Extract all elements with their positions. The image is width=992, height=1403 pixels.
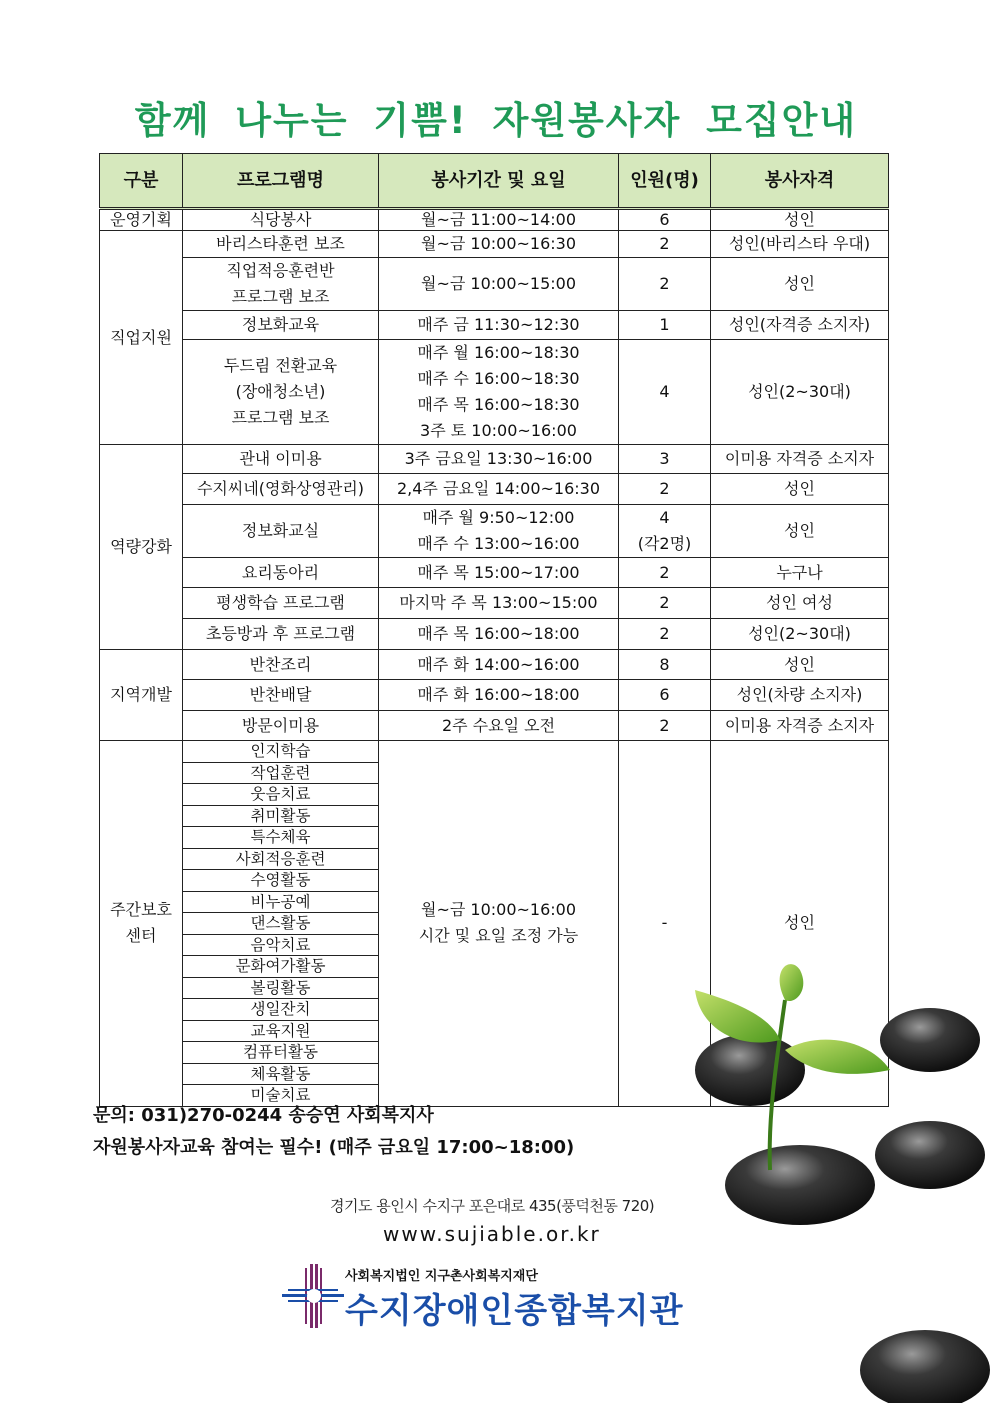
program-cell: 수지씨네(영화상영관리)	[183, 474, 379, 505]
category-line: 센터	[125, 926, 157, 946]
program-cell: 반찬배달	[183, 680, 379, 711]
qualification-cell: 이미용 자격증 소지자	[711, 711, 889, 741]
address: 경기도 용인시 수지구 포은대로 435(풍덕천동 720)	[330, 1197, 655, 1215]
schedule-line: 매주 수 16:00~18:30	[417, 369, 580, 388]
category-cell: 지역개발	[100, 650, 183, 741]
list-item: 댄스활동	[183, 913, 378, 935]
table-row	[100, 258, 889, 311]
count-cell: 4	[619, 340, 711, 445]
header-schedule: 봉사기간 및 요일	[379, 154, 619, 209]
schedule-cell	[379, 741, 619, 1107]
qualification-cell: 성인(자격증 소지자)	[711, 311, 889, 340]
qualification-cell: 성인	[711, 741, 889, 1107]
count-cell: 2	[619, 474, 711, 505]
program-cell: 바리스타훈련 보조	[183, 231, 379, 258]
stone-top-right	[880, 1008, 980, 1072]
table-row	[100, 680, 889, 711]
program-cell: 요리동아리	[183, 558, 379, 588]
program-cell: 반찬조리	[183, 650, 379, 680]
table-row	[100, 209, 889, 231]
count-cell: 1	[619, 311, 711, 340]
program-line: (장애청소년)	[235, 382, 326, 401]
category-cell: 운영기획	[100, 209, 183, 231]
table-header-row	[100, 154, 889, 209]
program-cell	[183, 340, 379, 445]
table-row	[100, 474, 889, 505]
program-cell: 평생학습 프로그램	[183, 588, 379, 619]
list-item: 볼링활동	[183, 978, 378, 1000]
list-item: 생일잔치	[183, 999, 378, 1021]
stone-mid-left	[695, 1034, 805, 1106]
count-cell	[619, 505, 711, 558]
table-row	[100, 650, 889, 680]
schedule-cell: 2,4주 금요일 14:00~16:30	[379, 474, 619, 505]
table-row	[100, 588, 889, 619]
qualification-cell: 성인(2~30대)	[711, 340, 889, 445]
count-cell: 3	[619, 445, 711, 474]
list-item: 사회적응훈련	[183, 849, 378, 871]
list-item: 음악치료	[183, 935, 378, 957]
table-row	[100, 558, 889, 588]
schedule-cell: 월~금 10:00~15:00	[379, 258, 619, 311]
count-cell: 2	[619, 588, 711, 619]
table-row	[100, 711, 889, 741]
contact-info	[93, 1100, 574, 1164]
list-item: 비누공예	[183, 892, 378, 914]
schedule-cell: 3주 금요일 13:30~16:00	[379, 445, 619, 474]
leaf-left	[695, 990, 780, 1043]
list-item: 웃음치료	[183, 784, 378, 806]
qualification-cell: 누구나	[711, 558, 889, 588]
header-category: 구분	[100, 154, 183, 209]
schedule-cell: 매주 화 16:00~18:00	[379, 680, 619, 711]
table-row	[100, 340, 889, 445]
table-row	[100, 505, 889, 558]
category-cell: 직업지원	[100, 231, 183, 445]
stone-center	[725, 1145, 875, 1225]
category-cell: 역량강화	[100, 445, 183, 650]
list-item: 작업훈련	[183, 763, 378, 785]
schedule-cell: 2주 수요일 오전	[379, 711, 619, 741]
program-line: 직업적응훈련반	[226, 261, 335, 280]
schedule-cell: 마지막 주 목 13:00~15:00	[379, 588, 619, 619]
list-item: 미술치료	[250, 1086, 311, 1104]
org-name: 수지장애인종합복지관	[345, 1291, 684, 1331]
program-line: 프로그램 보조	[231, 287, 330, 306]
schedule-cell	[379, 505, 619, 558]
program-cell: 정보화교실	[183, 505, 379, 558]
page-title: 함께 나누는 기쁨! 자원봉사자 모집안내	[134, 99, 858, 142]
count-line: 4	[659, 508, 670, 527]
schedule-cell: 월~금 10:00~16:30	[379, 231, 619, 258]
list-item: 인지학습	[183, 741, 378, 763]
schedule-line: 매주 월 9:50~12:00	[422, 508, 575, 527]
table-row	[100, 445, 889, 474]
qualification-cell: 성인(바리스타 우대)	[711, 231, 889, 258]
qualification-cell: 성인	[711, 650, 889, 680]
schedule-line: 매주 월 16:00~18:30	[417, 343, 580, 362]
leaf-top	[780, 964, 804, 1001]
count-cell: 2	[619, 231, 711, 258]
schedule-line: 매주 목 16:00~18:30	[417, 395, 580, 414]
program-cell	[183, 258, 379, 311]
count-cell: 6	[619, 209, 711, 231]
list-item: 수영활동	[183, 870, 378, 892]
header-program: 프로그램명	[183, 154, 379, 209]
org-logo-icon	[282, 1264, 344, 1328]
stone-bottom	[860, 1330, 990, 1403]
list-item: 교육지원	[183, 1021, 378, 1043]
website-link[interactable]: www.sujiable.or.kr	[383, 1222, 601, 1246]
qualification-cell: 성인(2~30대)	[711, 619, 889, 650]
stones-plant-illustration	[640, 960, 992, 1403]
schedule-cell: 매주 목 15:00~17:00	[379, 558, 619, 588]
table-row	[100, 619, 889, 650]
list-item: 문화여가활동	[183, 956, 378, 978]
schedule-line: 매주 수 13:00~16:00	[417, 534, 580, 553]
schedule-cell: 매주 목 16:00~18:00	[379, 619, 619, 650]
qualification-cell: 성인 여성	[711, 588, 889, 619]
qualification-cell: 성인	[711, 209, 889, 231]
table-row	[100, 311, 889, 340]
daycare-program-list	[183, 741, 379, 1107]
inquiry-text: 문의: 031)270-0244 송승연 사회복지사	[93, 1105, 434, 1126]
header-count: 인원(명)	[619, 154, 711, 209]
count-cell: -	[619, 741, 711, 1107]
schedule-cell: 매주 금 11:30~12:30	[379, 311, 619, 340]
program-cell: 정보화교육	[183, 311, 379, 340]
list-item: 특수체육	[183, 827, 378, 849]
count-line: (각2명)	[637, 534, 692, 553]
program-line: 두드림 전환교육	[223, 356, 338, 375]
count-cell: 8	[619, 650, 711, 680]
list-item: 컴퓨터활동	[183, 1042, 378, 1064]
qualification-cell: 성인	[711, 505, 889, 558]
program-cell: 초등방과 후 프로그램	[183, 619, 379, 650]
schedule-line: 시간 및 요일 조정 가능	[418, 926, 579, 946]
stone-large-right	[875, 1121, 985, 1189]
list-item: 체육활동	[183, 1064, 378, 1086]
qualification-cell: 성인	[711, 258, 889, 311]
org-subtitle: 사회복지법인 지구촌사회복지재단	[345, 1269, 538, 1284]
schedule-cell: 매주 화 14:00~16:00	[379, 650, 619, 680]
category-cell	[100, 741, 183, 1107]
qualification-cell: 성인(차량 소지자)	[711, 680, 889, 711]
schedule-cell: 월~금 11:00~14:00	[379, 209, 619, 231]
count-cell: 2	[619, 258, 711, 311]
program-cell: 관내 이미용	[183, 445, 379, 474]
training-notice: 자원봉사자교육 참여는 필수! (매주 금요일 17:00~18:00)	[93, 1137, 575, 1158]
schedule-line: 3주 토 10:00~16:00	[420, 421, 577, 440]
program-cell: 방문이미용	[183, 711, 379, 741]
category-line: 주간보호	[110, 900, 172, 920]
list-item: 취미활동	[183, 806, 378, 828]
program-line: 프로그램 보조	[231, 408, 330, 427]
count-cell: 6	[619, 680, 711, 711]
count-cell: 2	[619, 619, 711, 650]
qualification-cell: 성인	[711, 474, 889, 505]
header-qualification: 봉사자격	[711, 154, 889, 209]
qualification-cell: 이미용 자격증 소지자	[711, 445, 889, 474]
schedule-line: 월~금 10:00~16:00	[420, 900, 577, 920]
program-cell: 식당봉사	[183, 209, 379, 231]
schedule-cell	[379, 340, 619, 445]
table-row	[100, 231, 889, 258]
count-cell: 2	[619, 711, 711, 741]
count-cell: 2	[619, 558, 711, 588]
